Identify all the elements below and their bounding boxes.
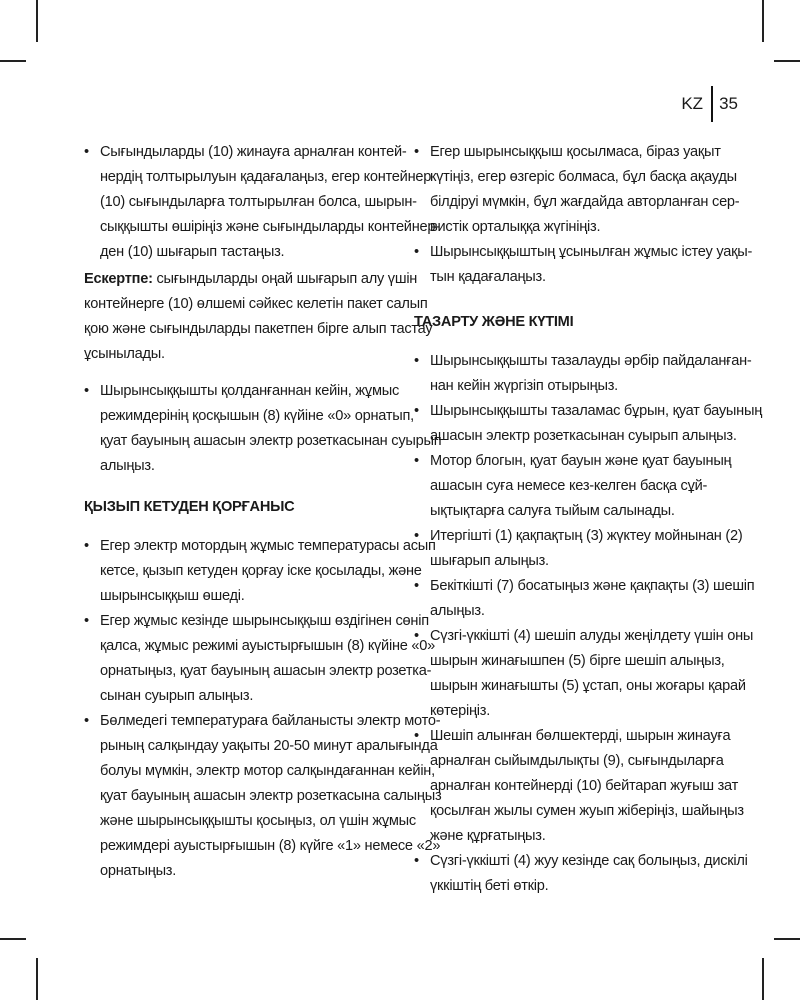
text-line: • Итергішті (1) қақпақтың (3) жүктеу мойнынан (2) bbox=[430, 528, 743, 544]
list-item bbox=[414, 240, 753, 290]
text-line: көтеріңіз. bbox=[430, 703, 491, 719]
text-line: • Сүзгі-үккішті (4) жуу кезінде сақ болыңыз, дискілі bbox=[430, 853, 748, 869]
text-line: және шырынсыққышты қосыңыз, ол үшін жұмыс bbox=[100, 813, 416, 829]
note-paragraph bbox=[84, 267, 433, 367]
list-item bbox=[414, 574, 755, 624]
crop-mark bbox=[774, 938, 800, 940]
page-number: 35 bbox=[719, 94, 738, 113]
list-item bbox=[84, 534, 436, 609]
text-line: орнатыңыз. bbox=[100, 863, 177, 879]
left-column bbox=[84, 140, 442, 884]
note-label: Ескертпе: bbox=[84, 271, 153, 287]
page-header bbox=[681, 86, 738, 122]
language-code: KZ bbox=[681, 94, 704, 113]
text-line: қалса, жұмыс режимі ауыстырғышын (8) күйіне «0» bbox=[100, 638, 436, 654]
text-line: шығарып алыңыз. bbox=[430, 553, 549, 569]
text-line: алыңыз. bbox=[430, 603, 485, 619]
text-line: сынан суырып алыңыз. bbox=[100, 688, 254, 704]
text-line: (10) сығындыларға толтырылған болса, шырын- bbox=[100, 194, 417, 210]
bullet-list bbox=[84, 534, 442, 884]
bullet-list bbox=[84, 140, 440, 265]
text-line: ден (10) шығарып тастаңыз. bbox=[100, 244, 285, 260]
text-line: режимдерінің қосқышын (8) күйіне «0» орнатып, bbox=[100, 408, 414, 424]
right-column bbox=[414, 140, 763, 899]
crop-mark bbox=[762, 958, 764, 1000]
text-line: білдіруі мүмкін, бұл жағдайда авторланған сер- bbox=[430, 194, 740, 210]
crop-mark bbox=[774, 60, 800, 62]
bullet-list bbox=[414, 349, 763, 899]
list-item bbox=[414, 524, 743, 574]
text-line: кетсе, қызып кетуден қорғау іске қосылады, және bbox=[100, 563, 422, 579]
text-line: • Егер жұмыс кезінде шырынсыққыш өздігінен сөніп bbox=[100, 613, 429, 629]
text-line: вистік орталыққа жүгініңіз. bbox=[430, 219, 601, 235]
text-line: қуат бауының ашасын электр розеткасынан суырып bbox=[100, 433, 442, 449]
text-line: контейнерге (10) өлшемі сәйкес келетін пакет салып bbox=[84, 296, 428, 312]
text-line: ашасын электр розеткасынан суырып алыңыз. bbox=[430, 428, 737, 444]
text-line: • Шешіп алынған бөлшектерді, шырын жинауға bbox=[430, 728, 731, 744]
crop-mark bbox=[36, 0, 38, 42]
crop-mark bbox=[36, 958, 38, 1000]
text-line: шырын жинағышпен (5) бірге шешіп алыңыз, bbox=[430, 653, 725, 669]
crop-mark bbox=[762, 0, 764, 42]
text-line: • Сығындыларды (10) жинауға арналған контей- bbox=[100, 144, 407, 160]
list-item bbox=[414, 624, 754, 724]
text-line: қуат бауының ашасын электр розеткасына салыңыз bbox=[100, 788, 442, 804]
text-line: алыңыз. bbox=[100, 458, 155, 474]
text-line: күтіңіз, егер өзгеріс болмаса, бұл басқа ақауды bbox=[430, 169, 737, 185]
text-line: нан кейін жүргізіп отырыңыз. bbox=[430, 378, 618, 394]
text-line: • Шырынсыққышты тазаламас бұрын, қуат бауының bbox=[430, 403, 763, 419]
list-item bbox=[414, 140, 740, 240]
text-line: • Бөлмедегі температураға байланысты электр мото- bbox=[100, 713, 441, 729]
list-item bbox=[84, 609, 436, 709]
text-line: ұсынылады. bbox=[84, 346, 165, 362]
bullet-list bbox=[414, 140, 753, 290]
text-line: • Шырынсыққыштың ұсынылған жұмыс істеу уақы- bbox=[430, 244, 753, 260]
text-line: қою және сығындыларды пакетпен бірге алып тастау bbox=[84, 321, 433, 337]
text-line: арналған контейнерді (10) бейтарап жуғыш зат bbox=[430, 778, 739, 794]
list-item bbox=[84, 379, 442, 479]
list-item bbox=[414, 349, 752, 399]
text-line: режимдері ауыстырғышын (8) күйге «1» немесе «2» bbox=[100, 838, 441, 854]
crop-mark bbox=[0, 60, 26, 62]
list-item bbox=[414, 724, 744, 849]
text-line: шырынсыққыш өшеді. bbox=[100, 588, 245, 604]
list-item bbox=[414, 399, 763, 449]
text-line: • Бекіткішті (7) босатыңыз және қақпақты (3) шешіп bbox=[430, 578, 755, 594]
header-divider bbox=[711, 86, 713, 122]
text-line: болуы мүмкін, электр мотор салқындағаннан кейін, bbox=[100, 763, 435, 779]
text-line: қосылған жылы сумен жуып жіберіңіз, шайыңыз bbox=[430, 803, 744, 819]
text-line: сыққышты өшіріңіз және сығындыларды контейнер- bbox=[100, 219, 440, 235]
text-line: рының салқындау уақыты 20-50 минут аралығында bbox=[100, 738, 438, 754]
text-line: • Мотор блогын, қуат бауын және қуат бауының bbox=[430, 453, 732, 469]
text-line: арналған сыйымдылықты (9), сығындыларға bbox=[430, 753, 724, 769]
section-heading: ҚЫЗЫП КЕТУДЕН ҚОРҒАНЫС bbox=[84, 499, 295, 515]
crop-mark bbox=[0, 938, 26, 940]
text-line: сығындыларды оңай шығарып алу үшін bbox=[152, 271, 418, 287]
text-line: нердің толтырылуын қадағалаңыз, егер контейнер bbox=[100, 169, 432, 185]
text-line: ықтықтарға салуға тыйым салынады. bbox=[430, 503, 675, 519]
text-line: • Егер шырынсыққыш қосылмаса, біраз уақыт bbox=[430, 144, 721, 160]
text-line: үккіштің беті өткір. bbox=[430, 878, 549, 894]
text-line: тын қадағалаңыз. bbox=[430, 269, 546, 285]
section-heading: ТАЗАРТУ ЖӘНЕ КҮТІМІ bbox=[414, 314, 574, 330]
bullet-list bbox=[84, 379, 442, 479]
list-item bbox=[414, 849, 748, 899]
list-item bbox=[84, 140, 440, 265]
text-line: • Шырынсыққышты қолданғаннан кейін, жұмыс bbox=[100, 383, 400, 399]
text-line: және құрғатыңыз. bbox=[430, 828, 546, 844]
text-line: • Сүзгі-үккішті (4) шешіп алуды жеңілдету үшін оны bbox=[430, 628, 754, 644]
text-line: ашасын суға немесе кез-келген басқа сұй- bbox=[430, 478, 708, 494]
text-line: • Шырынсыққышты тазалауды әрбір пайдаланған- bbox=[430, 353, 752, 369]
text-line: шырын жинағышты (5) ұстап, оны жоғары қарай bbox=[430, 678, 746, 694]
text-line: орнатыңыз, қуат бауының ашасын электр розетка- bbox=[100, 663, 432, 679]
text-line: • Егер электр мотордың жұмыс температурасы асып bbox=[100, 538, 436, 554]
list-item bbox=[84, 709, 442, 884]
list-item bbox=[414, 449, 732, 524]
